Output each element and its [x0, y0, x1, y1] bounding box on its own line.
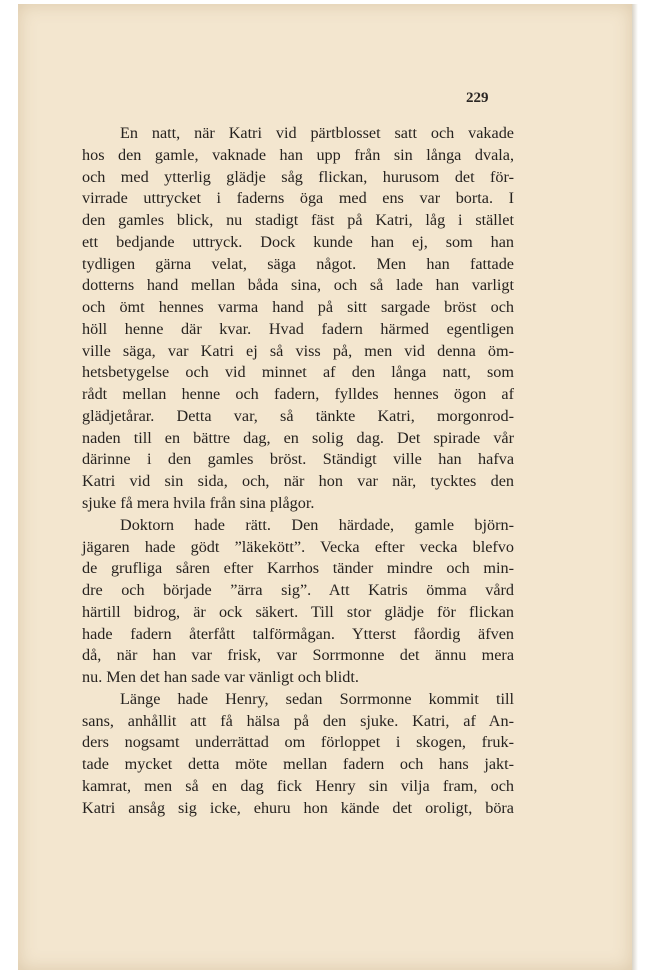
text-line: den gamles blick, nu stadigt fäst på Katri, låg i stället: [82, 211, 514, 230]
text-line: hetsbetygelse och vid minnet af den långa natt, som: [82, 363, 514, 382]
body-text: [82, 123, 514, 820]
page-number: 229: [466, 90, 489, 106]
text-line: kamrat, men så en dag fick Henry sin vilja fram, och: [82, 776, 514, 795]
text-line: naden till en bättre dag, en solig dag. Det spirade vår: [82, 428, 514, 447]
text-line: höll henne där kvar. Hvad fadern härmed egentligen: [82, 319, 514, 338]
text-line: sans, anhållit att få hälsa på den sjuke. Katri, af An-: [82, 711, 514, 730]
text-line: härtill bidrog, är ock säkert. Till stor glädje för flickan: [82, 602, 514, 621]
text-line: dotterns hand mellan båda sina, och så lade han varligt: [82, 276, 514, 295]
text-line: de grufliga såren efter Karrhos tänder mindre och min-: [82, 559, 514, 578]
text-line: nu. Men det han sade var vänligt och blidt.: [82, 668, 359, 687]
text-line: sjuke få mera hvila från sina plågor.: [82, 494, 315, 513]
text-line: virrade uttrycket i faderns öga med ens var borta. I: [82, 189, 514, 208]
text-line: jägaren hade gödt ”läkekött”. Vecka efter vecka blefvo: [82, 537, 514, 556]
text-line: glädjetårar. Detta var, så tänkte Katri, morgonrod-: [82, 406, 514, 425]
text-line: Katri vid sin sida, och, när hon var när, tycktes den: [82, 472, 514, 491]
text-line: ville säga, var Katri ej så viss på, men vid denna öm-: [82, 341, 514, 360]
text-line: och med ytterlig glädje såg flickan, hurusom det för-: [82, 167, 514, 186]
page-edge: [632, 4, 638, 970]
text-line: rådt mellan henne och fadern, fylldes hennes ögon af: [82, 385, 514, 404]
text-line: hos den gamle, vaknade han upp från sin långa dvala,: [82, 145, 514, 164]
text-line: ders nogsamt underrättad om förloppet i skogen, fruk-: [82, 733, 514, 752]
text-line: och ömt hennes varma hand på sitt sargade bröst och: [82, 298, 514, 317]
text-line: Doktorn hade rätt. Den härdade, gamle björn-: [120, 515, 514, 534]
text-line: Katri ansåg sig icke, ehuru hon kände det oroligt, böra: [82, 798, 514, 817]
text-line: Länge hade Henry, sedan Sorrmonne kommit till: [120, 689, 514, 708]
text-line: då, när han var frisk, var Sorrmonne det ännu mera: [82, 646, 514, 665]
text-line: därinne i den gamles bröst. Ständigt ville han hafva: [82, 450, 514, 469]
text-line: hade fadern återfått talförmågan. Ytterst fåordig äfven: [82, 624, 514, 643]
text-line: tade mycket detta möte mellan fadern och hans jakt-: [82, 755, 514, 774]
text-line: dre och började ”ärra sig”. Att Katris ömma vård: [82, 581, 514, 600]
text-line: tydligen gärna velat, säga något. Men han fattade: [82, 254, 514, 273]
text-line: En natt, när Katri vid pärtblosset satt och vakade: [120, 124, 514, 142]
text-line: ett bedjande uttryck. Dock kunde han ej, som han: [82, 232, 514, 251]
